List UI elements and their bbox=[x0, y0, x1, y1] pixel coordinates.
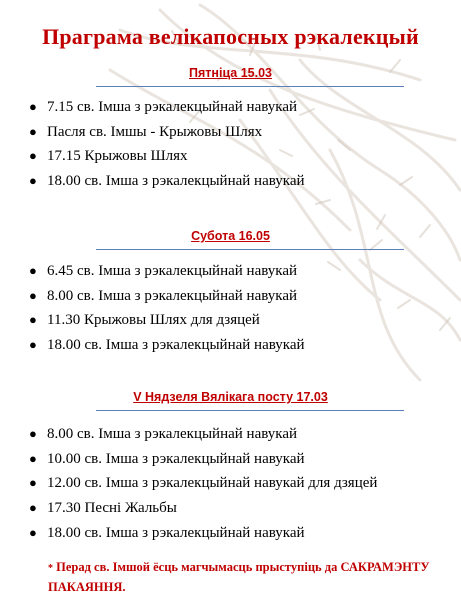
section-heading-sunday: V Нядзеля Вялікага посту 17.03 bbox=[133, 390, 328, 404]
bullet-icon: ● bbox=[29, 475, 37, 491]
list-item bbox=[0, 521, 377, 546]
section-list-sunday bbox=[0, 422, 377, 545]
bullet-icon: ● bbox=[29, 287, 37, 303]
page-title: Праграма велікапосных рэкалекцый bbox=[42, 24, 419, 49]
section-list-saturday bbox=[0, 259, 305, 358]
bullet-icon: ● bbox=[29, 263, 37, 278]
list-item-text: 12.00 св. Імша з рэкалекцыйнай навукай для дзяцей bbox=[47, 475, 378, 492]
list-item-text: 18.00 св. Імша з рэкалекцыйнай навукай bbox=[47, 337, 305, 354]
list-item bbox=[0, 120, 305, 145]
section-divider bbox=[96, 410, 404, 411]
list-item bbox=[0, 169, 305, 194]
footnote bbox=[48, 558, 448, 597]
list-item bbox=[0, 284, 305, 309]
list-item bbox=[0, 471, 377, 496]
list-item bbox=[0, 308, 305, 333]
section-divider bbox=[96, 86, 404, 87]
list-item-text: 7.15 св. Імша з рэкалекцыйнай навукай bbox=[47, 99, 298, 115]
list-item-text: 8.00 св. Імша з рэкалекцыйнай навукай bbox=[47, 426, 298, 442]
bullet-icon: ● bbox=[29, 99, 37, 114]
list-item-text: 18.00 св. Імша з рэкалекцыйнай навукай bbox=[47, 173, 305, 190]
footnote-marker: * bbox=[48, 563, 53, 574]
list-item-text: 18.00 св. Імша з рэкалекцыйнай навукай bbox=[47, 524, 305, 541]
list-item bbox=[0, 333, 305, 358]
list-item-text: 6.45 св. Імша з рэкалекцыйнай навукай bbox=[47, 263, 298, 279]
section-list-friday bbox=[0, 95, 305, 194]
bullet-icon: ● bbox=[29, 312, 37, 328]
list-item-text: Пасля св. Імшы - Крыжовы Шлях bbox=[47, 123, 263, 140]
section-heading-friday: Пятніца 15.03 bbox=[189, 66, 272, 80]
bullet-icon: ● bbox=[29, 148, 37, 164]
list-item bbox=[0, 496, 377, 521]
list-item-text: 8.00 св. Імша з рэкалекцыйнай навукай bbox=[47, 287, 298, 304]
list-item bbox=[0, 422, 377, 447]
list-item-text: 17.30 Песні Жальбы bbox=[47, 500, 177, 517]
bullet-icon: ● bbox=[29, 450, 37, 466]
list-item bbox=[0, 95, 305, 120]
list-item bbox=[0, 447, 377, 472]
list-item-text: 17.15 Крыжовы Шлях bbox=[47, 148, 188, 165]
section-divider bbox=[96, 249, 404, 250]
list-item-text: 10.00 св. Імша з рэкалекцыйнай навукай bbox=[47, 450, 305, 467]
bullet-icon: ● bbox=[29, 173, 37, 189]
footnote-text: Перад св. Імшой ёсць магчымасць прыступіць да САКРАМЭНТУ ПАКАЯННЯ. bbox=[48, 560, 430, 594]
list-item bbox=[0, 144, 305, 169]
section-heading-saturday: Субота 16.05 bbox=[191, 229, 270, 243]
bullet-icon: ● bbox=[29, 123, 37, 139]
bullet-icon: ● bbox=[29, 500, 37, 516]
bullet-icon: ● bbox=[29, 337, 37, 353]
list-item bbox=[0, 259, 305, 284]
list-item-text: 11.30 Крыжовы Шлях для дзяцей bbox=[47, 312, 260, 329]
bullet-icon: ● bbox=[29, 524, 37, 540]
bullet-icon: ● bbox=[29, 426, 37, 441]
